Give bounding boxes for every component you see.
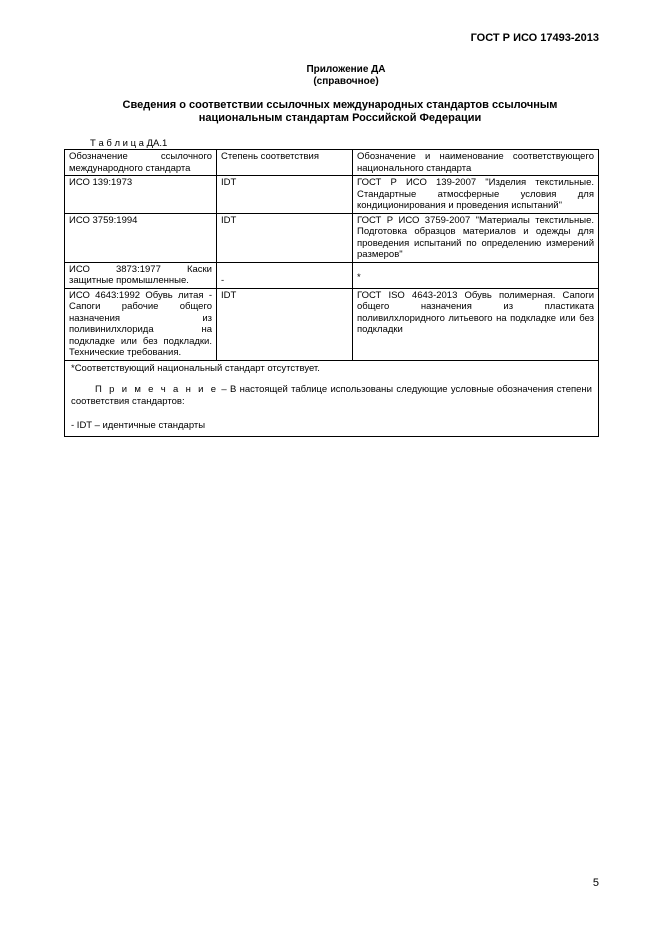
- document-code: ГОСТ Р ИСО 17493-2013: [470, 32, 599, 44]
- table-row: [65, 262, 599, 288]
- note-text: – В настоящей таблице использованы следующие условные обозначения степени соответствия стандартов:: [71, 384, 592, 407]
- cell-degree: IDT: [217, 213, 353, 262]
- cell-intl-standard: ИСО 4643:1992 Обувь литая - Сапоги рабочие общего назначения из поливинилхлорида на подкладке или без подкладки. Технические требования.: [65, 288, 217, 360]
- table-caption: Т а б л и ц а ДА.1: [90, 138, 168, 149]
- footnote: *Соответствующий национальный стандарт отсутствует.: [71, 362, 320, 374]
- table-row: [65, 213, 599, 262]
- cell-intl-standard: ИСО 3759:1994: [65, 213, 217, 262]
- annex-subtitle: (справочное): [313, 76, 379, 87]
- header-national-standard: Обозначение и наименование соответствующего национального стандарта: [353, 150, 599, 176]
- cell-national-standard: ГОСТ ISO 4643-2013 Обувь полимерная. Сапоги общего назначения из пластиката поливилхлоридного литьевого на подкладке или без подкладки: [353, 288, 599, 360]
- cell-intl-standard: ИСО 3873:1977 Каски защитные промышленные.: [65, 262, 217, 288]
- annex-heading: Сведения о соответствии ссылочных международных стандартов ссылочным национальным стандартам Российской Федерации: [122, 99, 558, 124]
- cell-intl-standard: ИСО 139:1973: [65, 176, 217, 214]
- table-notes: [65, 360, 599, 436]
- page-number: 5: [592, 877, 599, 889]
- header-degree: Степень соответствия: [217, 150, 353, 176]
- cell-degree: IDT: [217, 288, 353, 360]
- cell-degree: IDT: [217, 176, 353, 214]
- annex-title: Приложение ДА: [306, 64, 386, 75]
- note-label: П р и м е ч а н и е: [95, 384, 219, 395]
- header-intl-standard: Обозначение ссылочного международного стандарта: [65, 150, 217, 176]
- table-row: [65, 288, 599, 360]
- cell-national-standard: *: [353, 262, 599, 288]
- cell-national-standard: ГОСТ Р ИСО 139-2007 "Изделия текстильные. Стандартные атмосферные условия для кондиционирования и проведения испытаний": [353, 176, 599, 214]
- idt-legend: - IDT – идентичные стандарты: [71, 420, 206, 431]
- table-row: [65, 176, 599, 214]
- table-footer-row: [65, 360, 599, 436]
- cell-national-standard: ГОСТ Р ИСО 3759-2007 "Материалы текстильные. Подготовка образцов материалов и одежды для проведения испытаний по определению измерений размеров": [353, 213, 599, 262]
- correspondence-table: [64, 149, 599, 437]
- cell-degree: -: [217, 262, 353, 288]
- note: [71, 384, 592, 407]
- table-header-row: [65, 150, 599, 176]
